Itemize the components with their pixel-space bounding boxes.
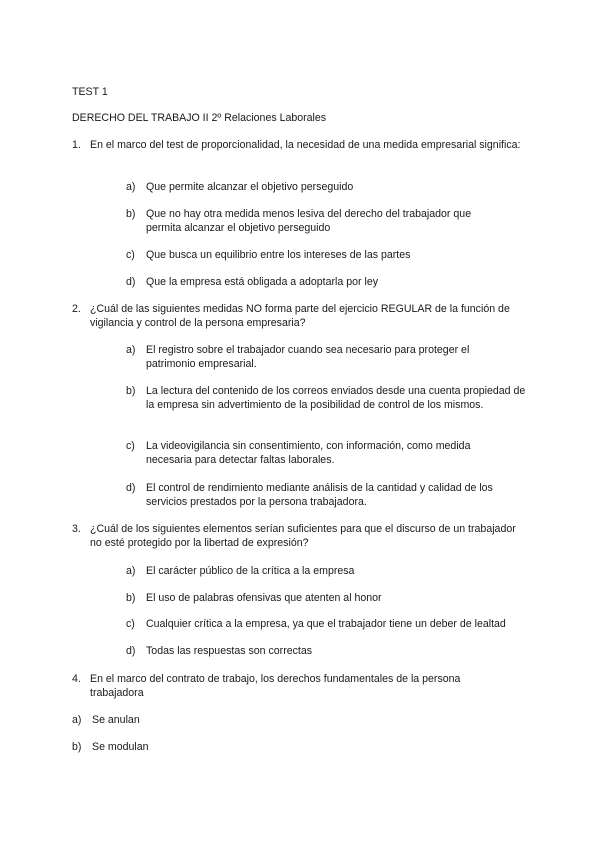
q2-option-a xyxy=(126,343,496,371)
option-letter: c) xyxy=(126,249,135,261)
option-text: Que permite alcanzar el objetivo perseguido xyxy=(146,181,354,193)
q3-option-b xyxy=(126,591,536,605)
q2-option-c xyxy=(126,439,506,467)
question-number: 1. xyxy=(72,139,81,151)
option-letter: b) xyxy=(126,592,136,604)
option-text: Que busca un equilibrio entre los intereses de las partes xyxy=(146,249,411,261)
question-4 xyxy=(72,672,512,700)
q3-option-d xyxy=(126,644,536,658)
option-text: El registro sobre el trabajador cuando sea necesario para proteger el patrimonio empresarial. xyxy=(146,344,470,370)
q1-option-d xyxy=(126,275,536,289)
option-text: Se modulan xyxy=(92,741,149,753)
option-letter: b) xyxy=(72,741,82,753)
option-letter: a) xyxy=(126,181,136,193)
option-letter: b) xyxy=(126,385,136,397)
question-number: 4. xyxy=(72,673,81,685)
question-text: En el marco del contrato de trabajo, los derechos fundamentales de la persona trabajadora xyxy=(90,673,461,699)
option-letter: c) xyxy=(126,440,135,452)
option-text: Todas las respuestas son correctas xyxy=(146,645,313,657)
option-letter: a) xyxy=(126,344,136,356)
option-text: La videovigilancia sin consentimiento, con información, como medida necesaria para detectar faltas laborales. xyxy=(146,440,471,466)
option-letter: d) xyxy=(126,276,136,288)
option-text: El carácter público de la crítica a la empresa xyxy=(146,565,355,577)
option-text: El control de rendimiento mediante análisis de la cantidad y calidad de los servicios prestados por la persona trabajadora. xyxy=(146,482,493,508)
q4-option-b xyxy=(72,740,149,754)
option-text: El uso de palabras ofensivas que atenten al honor xyxy=(146,592,382,604)
question-text: ¿Cuál de los siguientes elementos serían suficientes para que el discurso de un trabajador no esté protegido por la libertad de expresión? xyxy=(90,523,516,549)
q1-option-a xyxy=(126,180,536,194)
q1-option-c xyxy=(126,248,536,262)
option-letter: d) xyxy=(126,645,136,657)
option-text: Cualquier crítica a la empresa, ya que el trabajador tiene un deber de lealtad xyxy=(146,618,506,630)
question-1 xyxy=(72,138,532,152)
course-subtitle: DERECHO DEL TRABAJO II 2º Relaciones Laborales xyxy=(72,112,327,124)
question-2 xyxy=(72,302,532,330)
option-letter: c) xyxy=(126,618,135,630)
q2-option-d xyxy=(126,481,526,509)
option-text: Que no hay otra medida menos lesiva del derecho del trabajador que permita alcanzar el objetivo perseguido xyxy=(146,208,472,234)
option-letter: b) xyxy=(126,208,136,220)
question-text: ¿Cuál de las siguientes medidas NO forma parte del ejercicio REGULAR de la función de vigilancia y control de la persona empresaria? xyxy=(90,303,510,329)
question-text: En el marco del test de proporcionalidad, la necesidad de una medida empresarial significa: xyxy=(90,139,521,151)
test-title: TEST 1 xyxy=(72,86,108,98)
q3-option-a xyxy=(126,564,536,578)
option-letter: a) xyxy=(72,714,82,726)
q3-option-c xyxy=(126,617,546,631)
option-text: Se anulan xyxy=(92,714,140,726)
question-3 xyxy=(72,522,522,550)
q4-option-a xyxy=(72,713,140,727)
option-text: La lectura del contenido de los correos enviados desde una cuenta propiedad de la empresa sin advertimiento de la posibilidad de control de los mismos. xyxy=(146,385,526,411)
option-text: Que la empresa está obligada a adoptarla por ley xyxy=(146,276,379,288)
option-letter: d) xyxy=(126,482,136,494)
option-letter: a) xyxy=(126,565,136,577)
question-number: 3. xyxy=(72,523,81,535)
question-number: 2. xyxy=(72,303,81,315)
q2-option-b xyxy=(126,384,531,412)
q1-option-b xyxy=(126,207,506,235)
